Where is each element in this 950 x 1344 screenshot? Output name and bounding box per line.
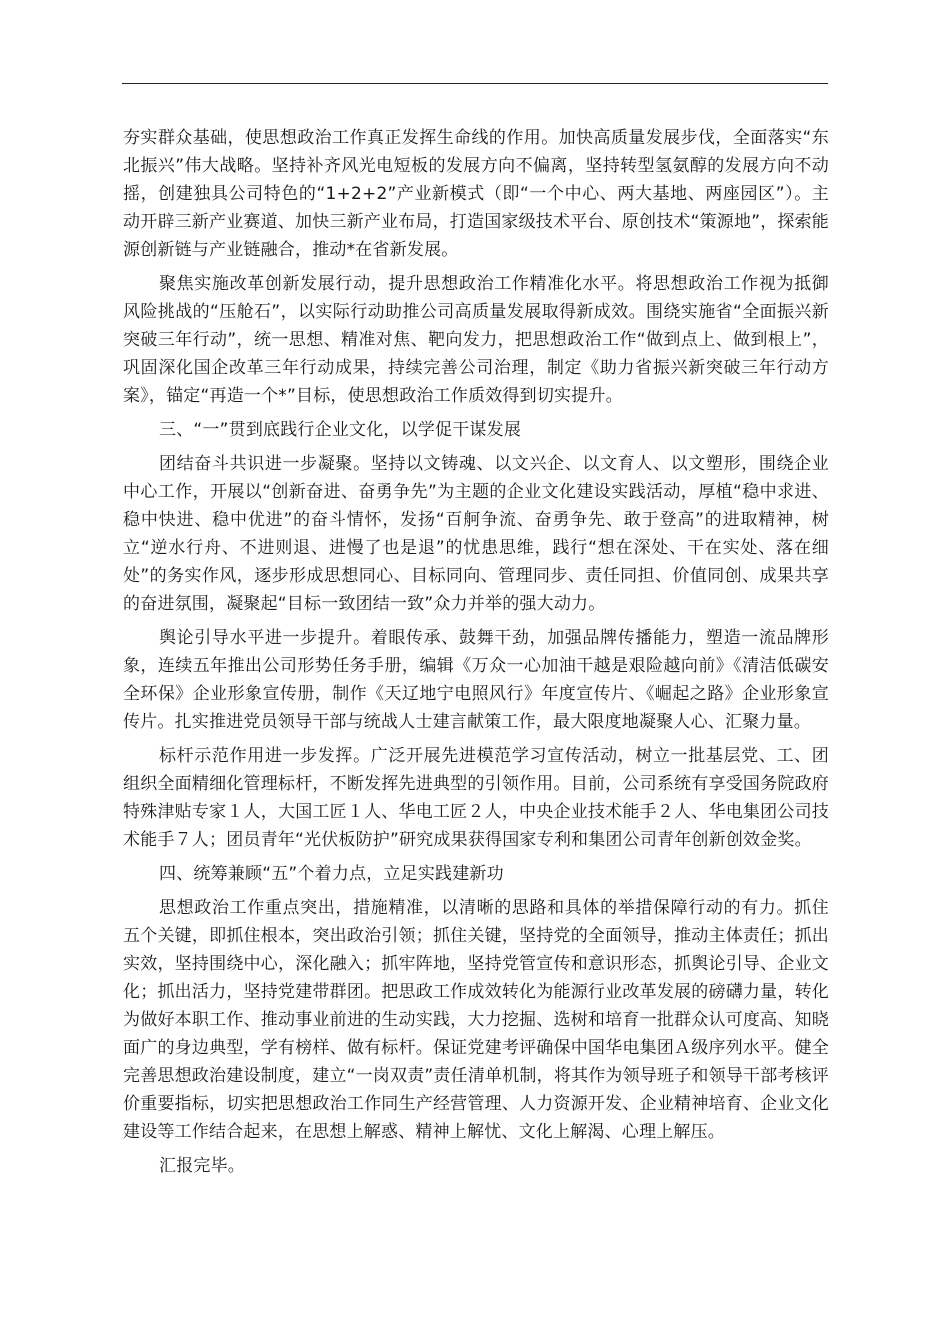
section-heading: 四、统筹兼顾“五”个着力点，立足实践建新功	[159, 864, 504, 884]
body-paragraph: 思想政治工作重点突出，措施精准，以清晰的思路和具体的举措保障行动的有力。抓住五个关键，即抓住根本，突出政治引领；抓住关键，坚持党的全面领导，推动主体责任；抓出实效，坚持围绕中心，深化融入；抓牢阵地，坚持党管宣传和意识形态，抓舆论引导、企业文化；抓出活力，坚持党建带群团。把思政工作成效转化为能源行业改革发展的磅礴力量，转化为做好本职工作、推动事业前进的生动实践，大力挖掘、选树和培育一批群众认可度高、知晓面广的身边典型，学有榜样、做有标杆。保证党建考评确保中国华电集团Ａ级序列水平。健全完善思想政治建设制度，建立“一岗双责”责任清单机制，将其作为领导班子和领导干部考核评价重要指标，切实把思想政治工作同生产经营管理、人力资源开发、企业精神培育、企业文化建设等工作结合起来，在思想上解惑、精神上解忧、文化上解渴、心理上解压。	[123, 898, 830, 1142]
body-paragraph: 团结奋斗共识进一步凝聚。坚持以文铸魂、以文兴企、以文育人、以文塑形，围绕企业中心工作，开展以“创新奋进、奋勇争先”为主题的企业文化建设实践活动，厚植“稳中求进、稳中快进、稳中优进”的奋斗情怀，发扬“百舸争流、奋勇争先、敢于登高”的进取精神，树立“逆水行舟、不进则退、进慢了也是退”的忧患思维，践行“想在深处、干在实处、落在细处”的务实作风，逐步形成思想同心、目标同向、管理同步、责任同担、价值同创、成果共享的奋进氛围，凝聚起“目标一致团结一致”众力并举的强大动力。	[123, 454, 829, 614]
section-heading: 三、“一”贯到底践行企业文化，以学促干谋发展	[159, 420, 522, 440]
body-paragraph: 舆论引导水平进一步提升。着眼传承、鼓舞干劲，加强品牌传播能力，塑造一流品牌形象，连续五年推出公司形势任务手册，编辑《万众一心加油干越是艰险越向前》《清洁低碳安全环保》企业形象宣传册，制作《天辽地宁电照风行》年度宣传片、《崛起之路》企业形象宣传片。扎实推进党员领导干部与统战人士建言献策工作，最大限度地凝聚人心、汇聚力量。	[123, 628, 829, 732]
body-paragraph: 聚焦实施改革创新发展行动，提升思想政治工作精准化水平。将思想政治工作视为抵御风险挑战的“压舱石”，以实际行动助推公司高质量发展取得新成效。围绕实施省“全面振兴新突破三年行动”，统一思想、精准对焦、靶向发力，把思想政治工作“做到点上、做到根上”，巩固深化国企改革三年行动成果，持续完善公司治理，制定《助力省振兴新突破三年行动方案》，锚定“再造一个*”目标，使思想政治工作质效得到切实提升。	[123, 274, 829, 406]
header-rule	[122, 83, 828, 84]
closing-paragraph: 汇报完毕。	[159, 1156, 245, 1176]
document-body	[123, 124, 829, 1186]
body-paragraph: 夯实群众基础，使思想政治工作真正发挥生命线的作用。加快高质量发展步伐，全面落实“东北振兴”伟大战略。坚持补齐风光电短板的发展方向不偏离，坚持转型氢氨醇的发展方向不动摇，创建独具公司特色的“1+2+2”产业新模式（即“一个中心、两大基地、两座园区”）。主动开辟三新产业赛道、加快三新产业布局，打造国家级技术平台、原创技术“策源地”，探索能源创新链与产业链融合，推动*在省新发展。	[123, 128, 830, 260]
body-paragraph: 标杆示范作用进一步发挥。广泛开展先进模范学习宣传活动，树立一批基层党、工、团组织全面精细化管理标杆，不断发挥先进典型的引领作用。目前，公司系统有享受国务院政府特殊津贴专家１人，大国工匠１人、华电工匠２人，中央企业技术能手２人、华电集团公司技术能手７人；团员青年“光伏板防护”研究成果获得国家专利和集团公司青年创新创效金奖。	[123, 746, 829, 850]
